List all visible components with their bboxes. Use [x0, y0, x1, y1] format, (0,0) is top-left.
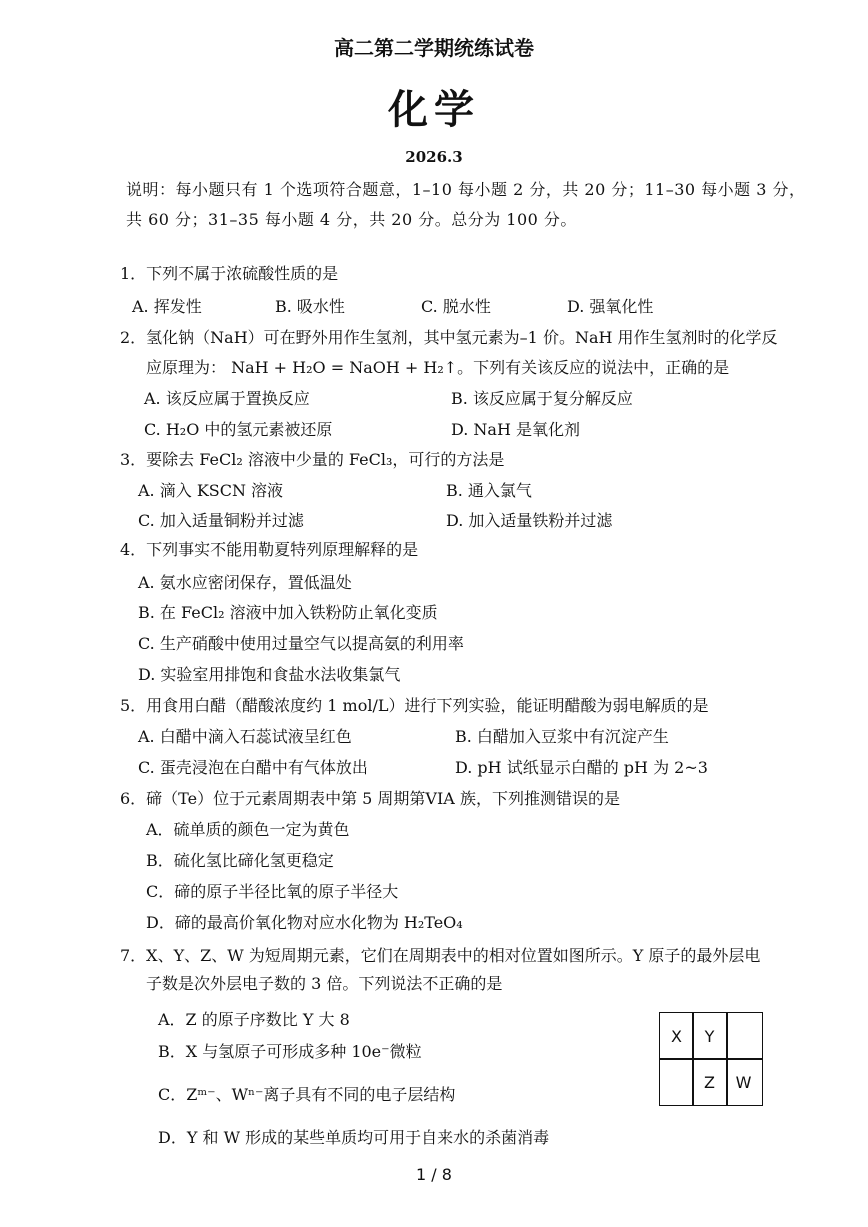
table-cell-w: W: [735, 1072, 752, 1092]
table-cell-x: X: [671, 1026, 682, 1046]
question-2-option-d: D. NaH 是氧化剂: [451, 420, 581, 439]
question-6-option-a: A．硫单质的颜色一定为黄色: [146, 820, 350, 839]
question-2-option-a: A. 该反应属于置换反应: [144, 389, 310, 408]
question-6-option-c: C．碲的原子半径比氧的原子半径大: [146, 882, 399, 901]
question-5-stem: 5．用食用白醋（醋酸浓度约 1 mol/L）进行下列实验，能证明醋酸为弱电解质的是: [120, 696, 709, 715]
table-cell-empty: [727, 1013, 760, 1059]
question-1-option-b: B. 吸水性: [275, 297, 345, 316]
question-6-option-d: D．碲的最高价氧化物对应水化物为 H₂TeO₄: [146, 913, 463, 932]
question-2-option-c: C. H₂O 中的氢元素被还原: [144, 420, 333, 439]
question-7-option-a: A．Z 的原子序数比 Y 大 8: [158, 1010, 350, 1029]
question-4-option-b: B. 在 FeCl₂ 溶液中加入铁粉防止氧化变质: [138, 603, 438, 622]
question-5-option-b: B. 白醋加入豆浆中有沉淀产生: [455, 727, 669, 746]
page-number: 1 / 8: [416, 1165, 452, 1184]
question-3-option-a: A. 滴入 KSCN 溶液: [138, 481, 284, 500]
exam-date: 2026.3: [405, 148, 463, 166]
question-3-option-b: B. 通入氯气: [446, 481, 532, 500]
table-cell-empty: [660, 1059, 693, 1105]
question-4-option-a: A. 氨水应密闭保存，置低温处: [138, 573, 352, 592]
question-7-option-c: C．Zᵐ⁻、Wⁿ⁻离子具有不同的电子层结构: [158, 1085, 456, 1104]
question-1-option-d: D. 强氧化性: [567, 297, 654, 316]
question-7-stem-line-1: 7．X、Y、Z、W 为短周期元素，它们在周期表中的相对位置如图所示。Y 原子的最外层电: [120, 946, 761, 965]
question-7-stem-line-2: 子数是次外层电子数的 3 倍。下列说法不正确的是: [146, 974, 503, 993]
question-3-option-c: C. 加入适量铜粉并过滤: [138, 511, 304, 530]
question-2-stem-line-2: 应原理为： NaH + H₂O = NaOH + H₂↑。下列有关该反应的说法中，正确的是: [146, 358, 730, 377]
table-cell-y: Y: [704, 1026, 715, 1046]
question-7-option-b: B．X 与氢原子可形成多种 10e⁻微粒: [158, 1042, 422, 1061]
question-4-stem: 4．下列事实不能用勒夏特列原理解释的是: [120, 540, 419, 559]
question-5-option-d: D. pH 试纸显示白醋的 pH 为 2~3: [455, 758, 708, 777]
table-cell-z: Z: [704, 1072, 715, 1092]
question-1-option-c: C. 脱水性: [421, 297, 491, 316]
question-2-stem-line-1: 2．氢化钠（NaH）可在野外用作生氢剂，其中氢元素为–1 价。NaH 用作生氢剂时的化学反: [120, 328, 778, 347]
question-1-option-a: A. 挥发性: [132, 297, 202, 316]
question-1-stem: 1．下列不属于浓硫酸性质的是: [120, 264, 339, 283]
question-7-option-d: D．Y 和 W 形成的某些单质均可用于自来水的杀菌消毒: [158, 1128, 550, 1147]
subject-title: 化学: [388, 86, 480, 133]
question-4-option-d: D. 实验室用排饱和食盐水法收集氯气: [138, 665, 401, 684]
question-4-option-c: C. 生产硝酸中使用过量空气以提高氨的利用率: [138, 634, 464, 653]
question-3-stem: 3．要除去 FeCl₂ 溶液中少量的 FeCl₃，可行的方法是: [120, 450, 505, 469]
question-6-stem: 6．碲（Te）位于元素周期表中第 5 周期第VIA 族，下列推测错误的是: [120, 789, 620, 808]
question-2-option-b: B. 该反应属于复分解反应: [451, 389, 633, 408]
exam-header: 高二第二学期统练试卷: [334, 36, 534, 60]
question-6-option-b: B．硫化氢比碲化氢更稳定: [146, 851, 334, 870]
instructions: 说明：每小题只有 1 个选项符合题意，1–10 每小题 2 分，共 20 分；11–30 每小题 3 分，共 60 分；31–35 每小题 4 分，共 20 分。总分为 100 分。: [126, 180, 806, 229]
element-position-table: [659, 1012, 763, 1106]
question-3-option-d: D. 加入适量铁粉并过滤: [446, 511, 613, 530]
question-5-option-a: A. 白醋中滴入石蕊试液呈红色: [138, 727, 352, 746]
question-5-option-c: C. 蛋壳浸泡在白醋中有气体放出: [138, 758, 368, 777]
